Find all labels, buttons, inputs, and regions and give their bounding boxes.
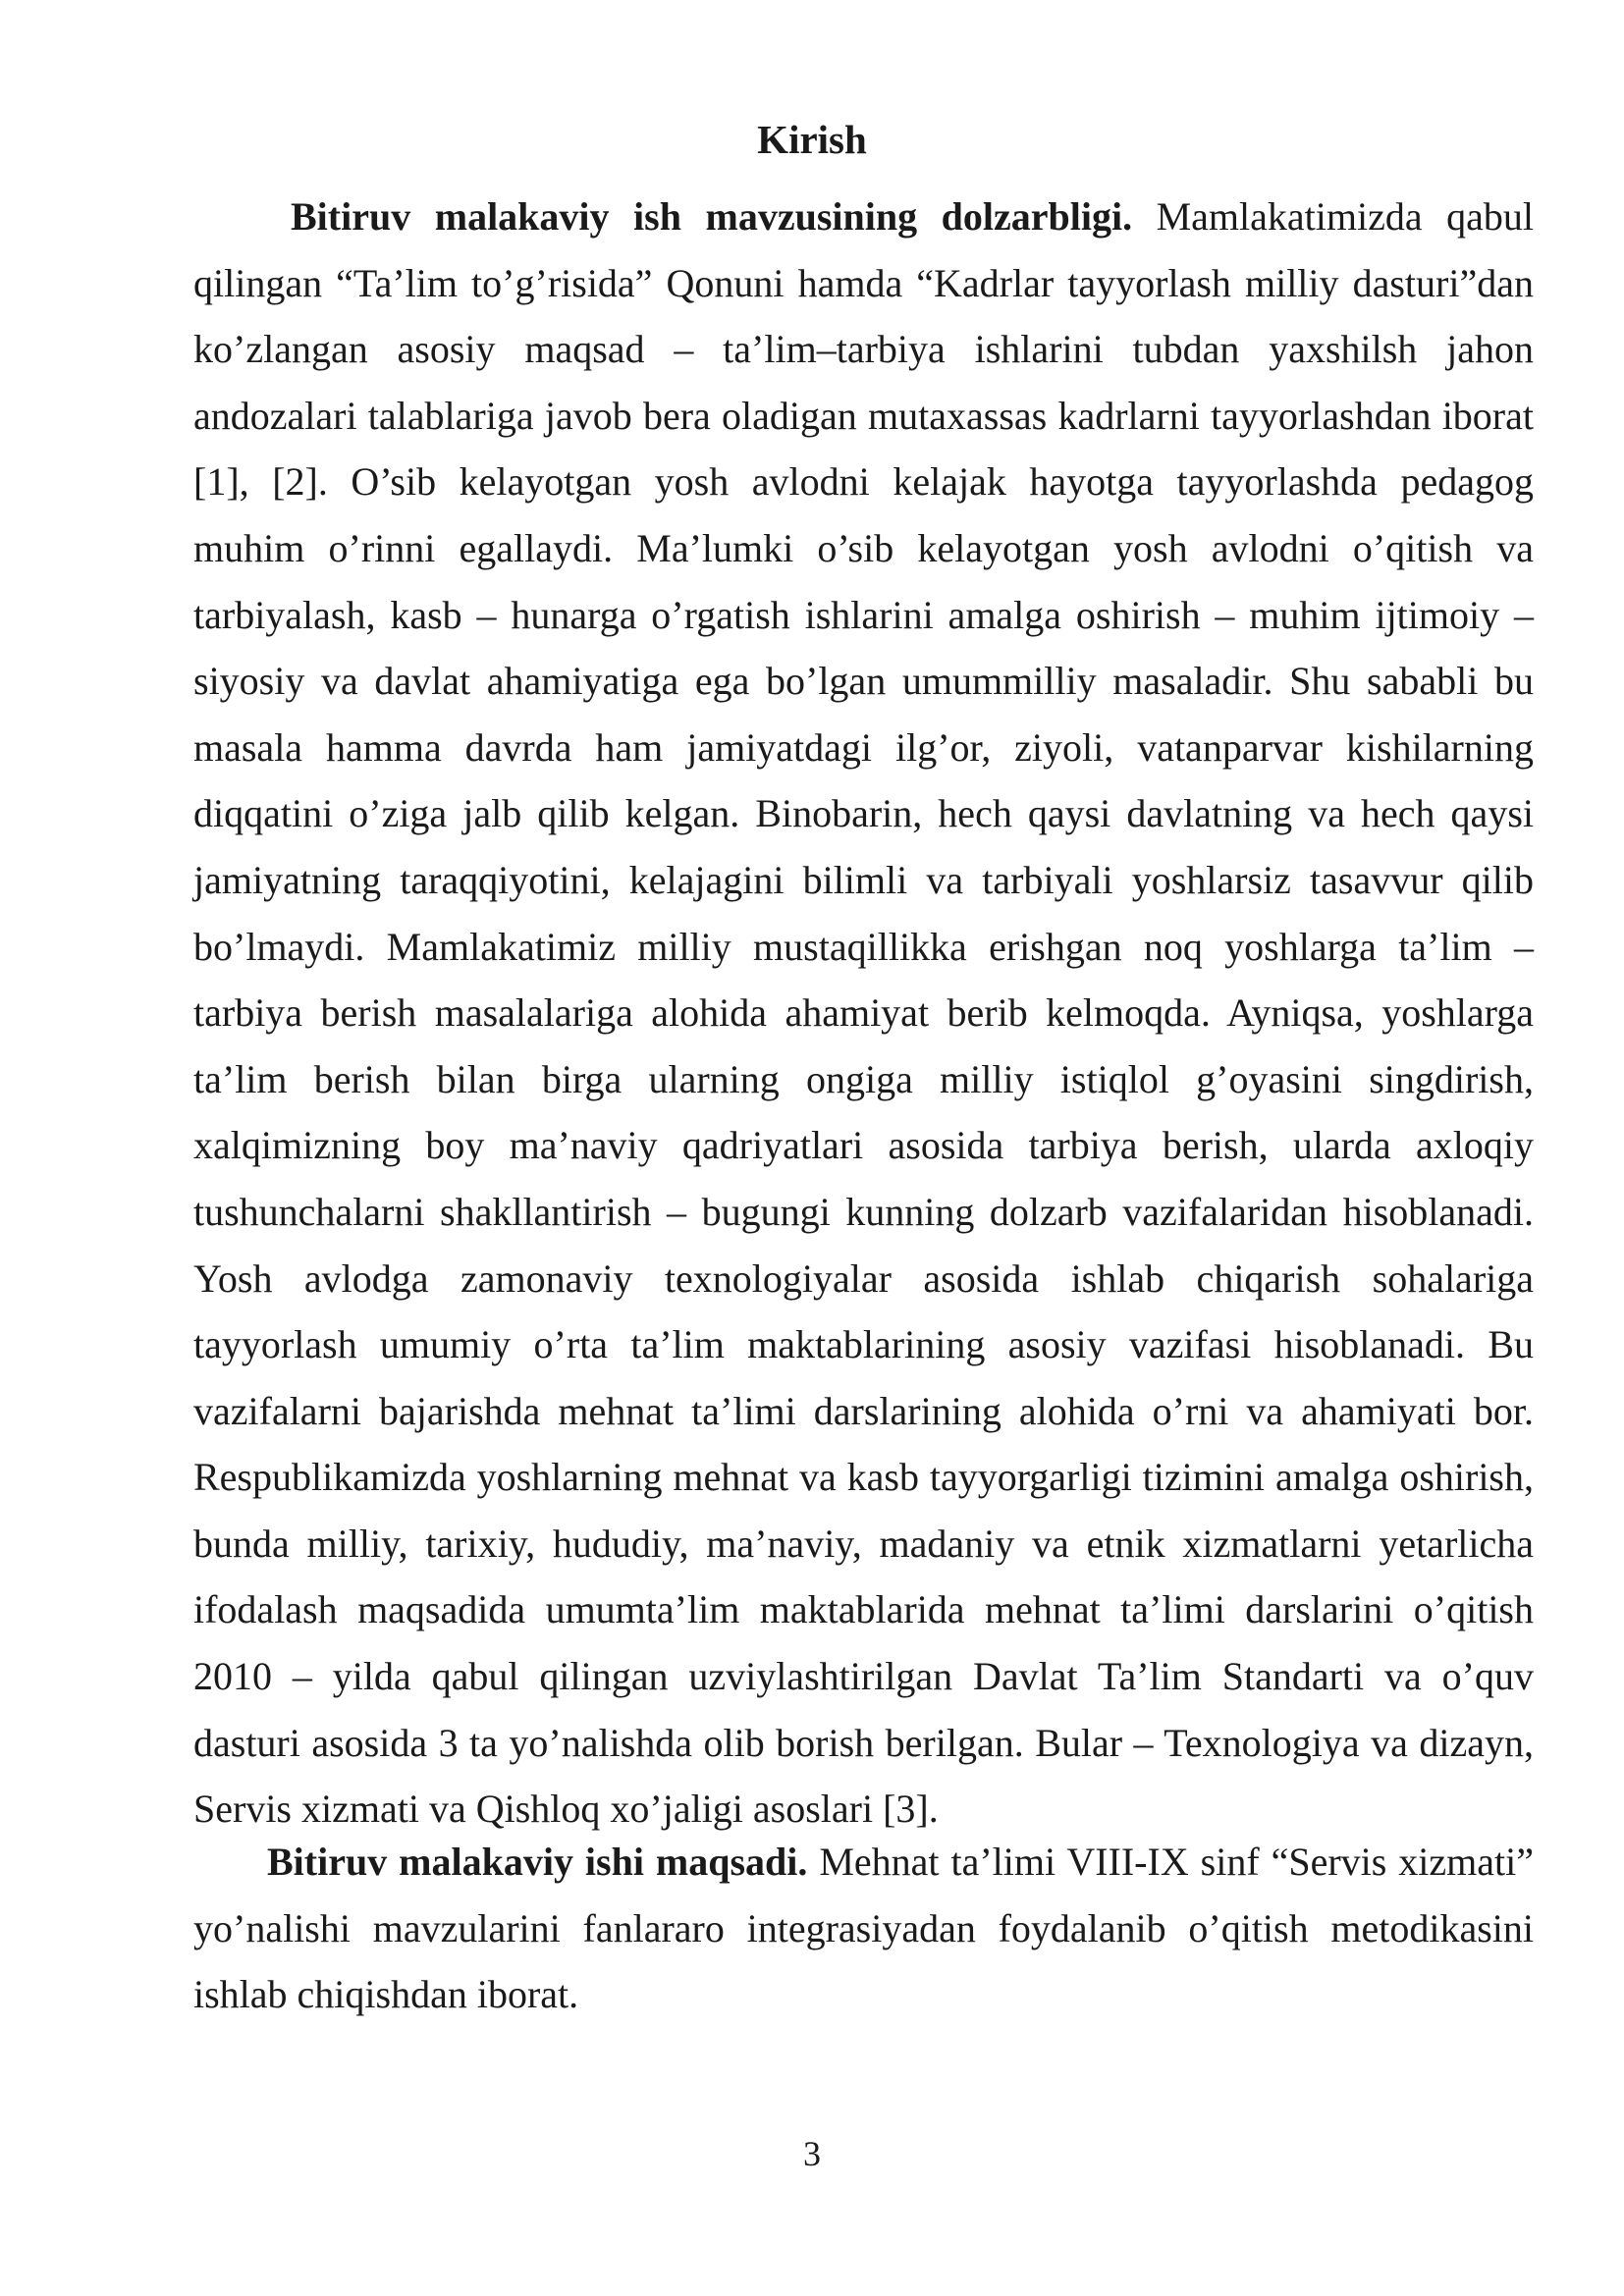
page-number: 3: [803, 2134, 821, 2173]
page-title: Kirish: [757, 117, 867, 162]
paragraph-lead: Bitiruv malakaviy ish mavzusining dolzarbligi.: [291, 194, 1133, 239]
paragraph-body: Mamlakatimizda qabul qilingan “Ta’lim to’g’risida” Qonuni hamda “Kadrlar tayyorlash milliy dasturi”dan ko’zlangan asosiy maqsad – ta’lim–tarbiya ishlarini tubdan yaxshilsh jahon andozalari talablariga javob bera oladigan mutaxassas kadrlarni tayyorlashdan iborat [1], [2]. O’sib kelayotgan yosh avlodni kelajak hayotga tayyorlashda pedagog muhim o’rinni egallaydi. Ma’lumki o’sib kelayotgan yosh avlodni o’qitish va tarbiyalash, kasb – hunarga o’rgatish ishlarini amalga oshirish – muhim ijtimoiy – siyosiy va davlat ahamiyatiga ega bo’lgan umummilliy masaladir. Shu sababli bu masala hamma davrda ham jamiyatdagi ilg’or, ziyoli, vatanparvar kishilarning diqqatini o’ziga jalb qilib kelgan. Binobarin, hech qaysi davlatning va hech qaysi jamiyatning taraqqiyotini, kelajagini bilimli va tarbiyali yoshlarsiz tasavvur qilib bo’lmaydi. Mamlakatimiz milliy mustaqillikka erishgan noq yoshlarga ta’lim – tarbiya berish masalalariga alohida ahamiyat berib kelmoqda. Ayniqsa, yoshlarga ta’lim berish bilan birga ularning ongiga milliy istiqlol g’oyasini singdirish, xalqimizning boy ma’naviy qadriyatlari asosida tarbiya berish, ularda axloqiy tushunchalarni shakllantirish – bugungi kunning dolzarb vazifalaridan hisoblanadi. Yosh avlodga zamonaviy texnologiyalar asosida ishlab chiqarish sohalariga tayyorlash umumiy o’rta ta’lim maktablarining asosiy vazifasi hisoblanadi. Bu vazifalarni bajarishda mehnat ta’limi darslarining alohida o’rni va ahamiyati bor. Respublikamizda yoshlarning mehnat va kasb tayyorgarligi tizimini amalga oshirish, bunda milliy, tarixiy, hududiy, ma’naviy, madaniy va etnik xizmatlarni yetarlicha ifodalash maqsadida umumta’lim maktablarida mehnat ta’limi darslarini o’qitish 2010 – yilda qabul qilingan uzviylashtirilgan Davlat Ta’lim Standarti va o’quv dasturi asosida 3 ta yo’nalishda olib borish berilgan. Bular – Texnologiya va dizayn, Servis xizmati va Qishloq xo’jaligi asoslari [3].: [193, 194, 1534, 1832]
paragraph-relevance: [193, 184, 1534, 1842]
paragraph-goal: [193, 1829, 1534, 2028]
paragraph-lead: Bitiruv malakaviy ishi maqsadi.: [267, 1840, 808, 1884]
paragraph-body: Mehnat ta’limi VIII-IX sinf “Servis xizmati” yo’nalishi mavzularini fanlararo integrasiyadan foydalanib o’qitish metodikasini ishlab chiqishdan iborat.: [193, 1840, 1535, 2017]
